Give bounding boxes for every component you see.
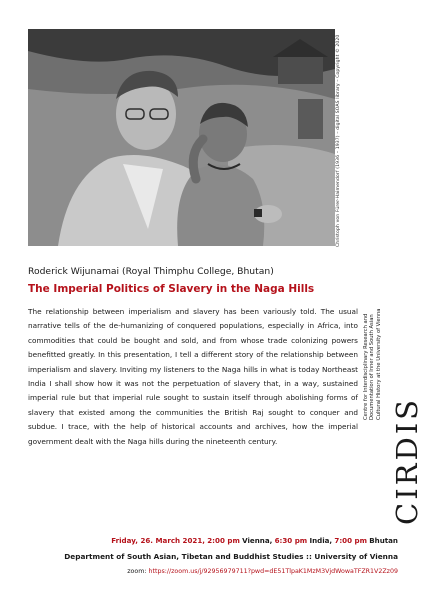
talk-title: The Imperial Politics of Slavery in the Naga Hills [28, 283, 315, 295]
historical-photo [28, 29, 335, 246]
institute-line-1: Centre for Interdisciplinary Research and [363, 313, 369, 420]
department-line: Department of South Asian, Tibetan and Buddhist Studies :: University of Vienna [64, 552, 398, 561]
place-vienna: Vienna, [242, 536, 273, 545]
place-bhutan: Bhutan [369, 536, 398, 545]
cirdis-logo: CIRDIS [390, 396, 424, 525]
photo-credit: Christoph von Fürer-Haimendorf (1936 – 1937) – digital SOAS library – Copyright © 2020 [336, 34, 341, 247]
event-datetime [28, 536, 398, 545]
time-vienna: 2:00 pm [207, 536, 240, 545]
institute-line-3: Cultural History at the University of Vienna [375, 308, 382, 420]
abstract-text: The relationship between imperialism and slavery has been variously told. The usual narrative tells of the de-humanizing of conquered populations, especially in Africa, into commodities that could be bought and sold, and from whose trade colonizing powers benefitted greatly. In this presentation, I tell a different story of the relationship between imperialism and slavery. Inviting my listeners to the Naga hills in what is today Northeast India I shall show how it was not the perpetuation of slavery that, in a way, sustained imperial rule but that imperial rule sought to sustain itself through abolishing forms of slavery that existed among the communities the British Raj sought to conquer and subdue. I trace, with the help of historical accounts and archives, how the imperial government dealt with the Naga hills during the nineteenth century. [28, 307, 358, 446]
event-date: Friday, 26. March 2021, [111, 536, 205, 545]
institute-line-2: Documentation of Inner and South Asian [369, 314, 376, 420]
place-india: India, [309, 536, 333, 545]
zoom-label: zoom: [127, 568, 147, 575]
speaker-name: Roderick Wijunamai (Royal Thimphu College, Bhutan) [28, 266, 274, 277]
time-india: 6:30 pm [274, 536, 308, 545]
zoom-link[interactable]: https://zoom.us/j/92956979711?pwd=dE51TlpaK1MzM3VjdWowaTFZR1V2Zz09 [148, 568, 398, 575]
photo-illustration [28, 29, 335, 246]
time-bhutan: 7:00 pm [334, 536, 367, 545]
institute-name [363, 280, 382, 420]
zoom-line [18, 568, 398, 575]
